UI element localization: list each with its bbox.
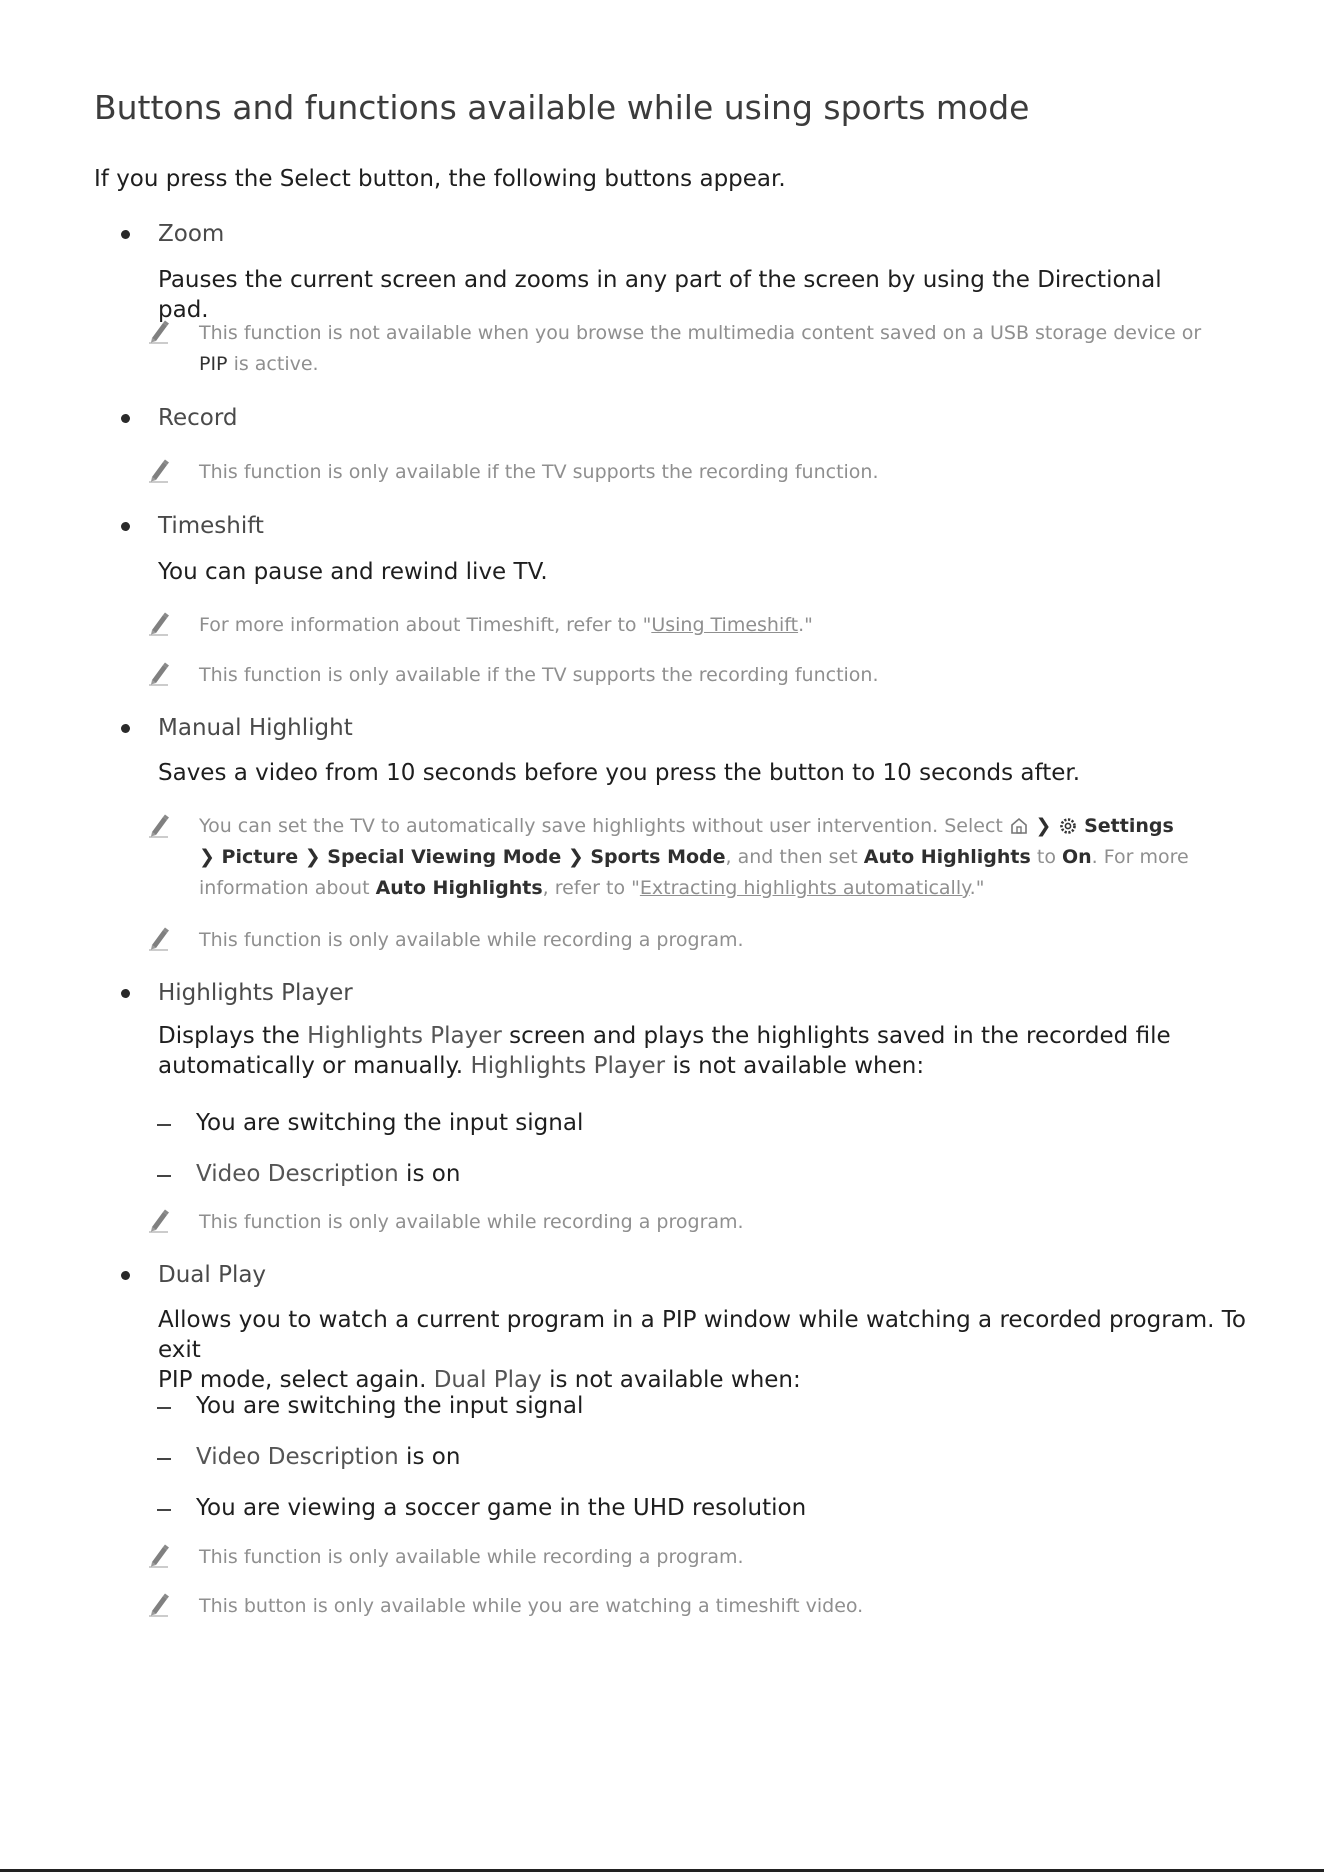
bullet-dot [121,230,130,239]
chevron-right-icon: ❯ [298,846,328,868]
record-note: This function is only available if the TV supports the recording function. [199,461,879,483]
zoom-label: Zoom [158,221,225,247]
special-viewing-mode-term: Special Viewing Mode [327,846,562,868]
highlights-player-note: This function is only available while recording a program. [199,1211,744,1233]
bullet-dot [121,724,130,733]
pencil-icon [146,925,172,951]
manual-highlight-description: Saves a video from 10 seconds before you press the button to 10 seconds after. [158,760,1081,786]
zoom-description: Pauses the current screen and zooms in any part of the screen by using the Directional pad. [158,267,1162,323]
pencil-icon [146,610,172,636]
zoom-note-text: This function is not available when you browse the multimedia content saved on a USB storage device or [199,322,1202,344]
dp-condition-1: You are switching the input signal [196,1393,584,1419]
dual-play-term: Dual Play [433,1367,542,1393]
desc-line2: automatically or manually. [158,1053,471,1079]
note-pre: You can set the TV to automatically save highlights without user intervention. Select [199,815,1009,837]
desc-post: is not available when: [541,1367,801,1393]
sports-mode-term: Sports Mode [590,846,726,868]
record-label: Record [158,405,238,431]
dash-marker [157,1124,171,1126]
dash-marker [157,1175,171,1177]
video-description-term: Video Description [196,1161,399,1187]
timeshift-description: You can pause and rewind live TV. [158,559,548,585]
on-term: On [1061,846,1092,868]
highlights-player-description [158,1021,1218,1081]
pencil-icon [146,1542,172,1568]
pip-term: PIP [199,353,228,375]
then-set-text: , and then set [725,846,864,868]
hp-condition-1: You are switching the input signal [196,1110,584,1136]
is-on-text: is on [398,1161,461,1187]
timeshift-note-1 [199,610,1229,641]
zoom-note [199,318,1229,380]
desc-line1: Allows you to watch a current program in a PIP window while watching a recorded program. To exit [158,1307,1246,1363]
auto-highlights-term: Auto Highlights [863,846,1031,868]
dash-marker [157,1407,171,1409]
intro-text: If you press the Select button, the following buttons appear. [94,166,786,192]
using-timeshift-link[interactable]: Using Timeshift [651,614,799,636]
bullet-dot [121,522,130,531]
manual-highlight-note-1 [199,811,1199,904]
chevron-right-icon: ❯ [199,846,222,868]
dual-play-note-2: This button is only available while you are watching a timeshift video. [199,1595,864,1617]
extracting-highlights-link[interactable]: Extracting highlights automatically [639,877,970,899]
refer-text: , refer to " [542,877,640,899]
chevron-right-icon: ❯ [1028,815,1059,837]
link-post-text: ." [969,877,985,899]
highlights-player-term: Highlights Player [307,1023,502,1049]
for-more-text: . For more [1091,846,1189,868]
bullet-dot [121,989,130,998]
home-icon [1009,816,1029,836]
picture-term: Picture [221,846,299,868]
bullet-dot [121,414,130,423]
dash-marker [157,1509,171,1511]
pencil-icon [146,660,172,686]
is-on-text: is on [398,1444,461,1470]
video-description-term: Video Description [196,1444,399,1470]
pencil-icon [146,1591,172,1617]
to-text: to [1030,846,1062,868]
highlights-player-label: Highlights Player [158,980,353,1006]
pencil-icon [146,457,172,483]
dp-condition-3: You are viewing a soccer game in the UHD resolution [196,1495,807,1521]
desc-pre: Displays the [158,1023,308,1049]
desc-mid: screen and plays the highlights saved in the recorded file [501,1023,1171,1049]
info-about-text: information about [199,877,376,899]
timeshift-note-pre: For more information about Timeshift, refer to " [199,614,652,636]
settings-term: Settings [1084,815,1174,837]
page-title: Buttons and functions available while using sports mode [94,88,1030,127]
manual-highlight-note-2: This function is only available while recording a program. [199,929,744,951]
hp-condition-2 [196,1161,460,1187]
timeshift-note-post: ." [798,614,813,636]
auto-highlights-term: Auto Highlights [375,877,543,899]
dual-play-label: Dual Play [158,1262,267,1288]
highlights-player-term: Highlights Player [470,1053,666,1079]
manual-highlight-label: Manual Highlight [158,715,353,741]
pencil-icon [146,1207,172,1233]
timeshift-label: Timeshift [158,513,264,539]
zoom-note-tail: is active. [227,353,319,375]
pencil-icon [146,318,172,344]
desc-post: is not available when: [665,1053,925,1079]
timeshift-note-2: This function is only available if the TV supports the recording function. [199,664,879,686]
bullet-dot [121,1271,130,1280]
pencil-icon [146,812,172,838]
dp-condition-2 [196,1444,460,1470]
desc-line2: PIP mode, select again. [158,1367,434,1393]
chevron-right-icon: ❯ [561,846,591,868]
dash-marker [157,1458,171,1460]
dual-play-description [158,1305,1278,1395]
gear-icon [1058,816,1078,836]
dual-play-note-1: This function is only available while recording a program. [199,1546,744,1568]
